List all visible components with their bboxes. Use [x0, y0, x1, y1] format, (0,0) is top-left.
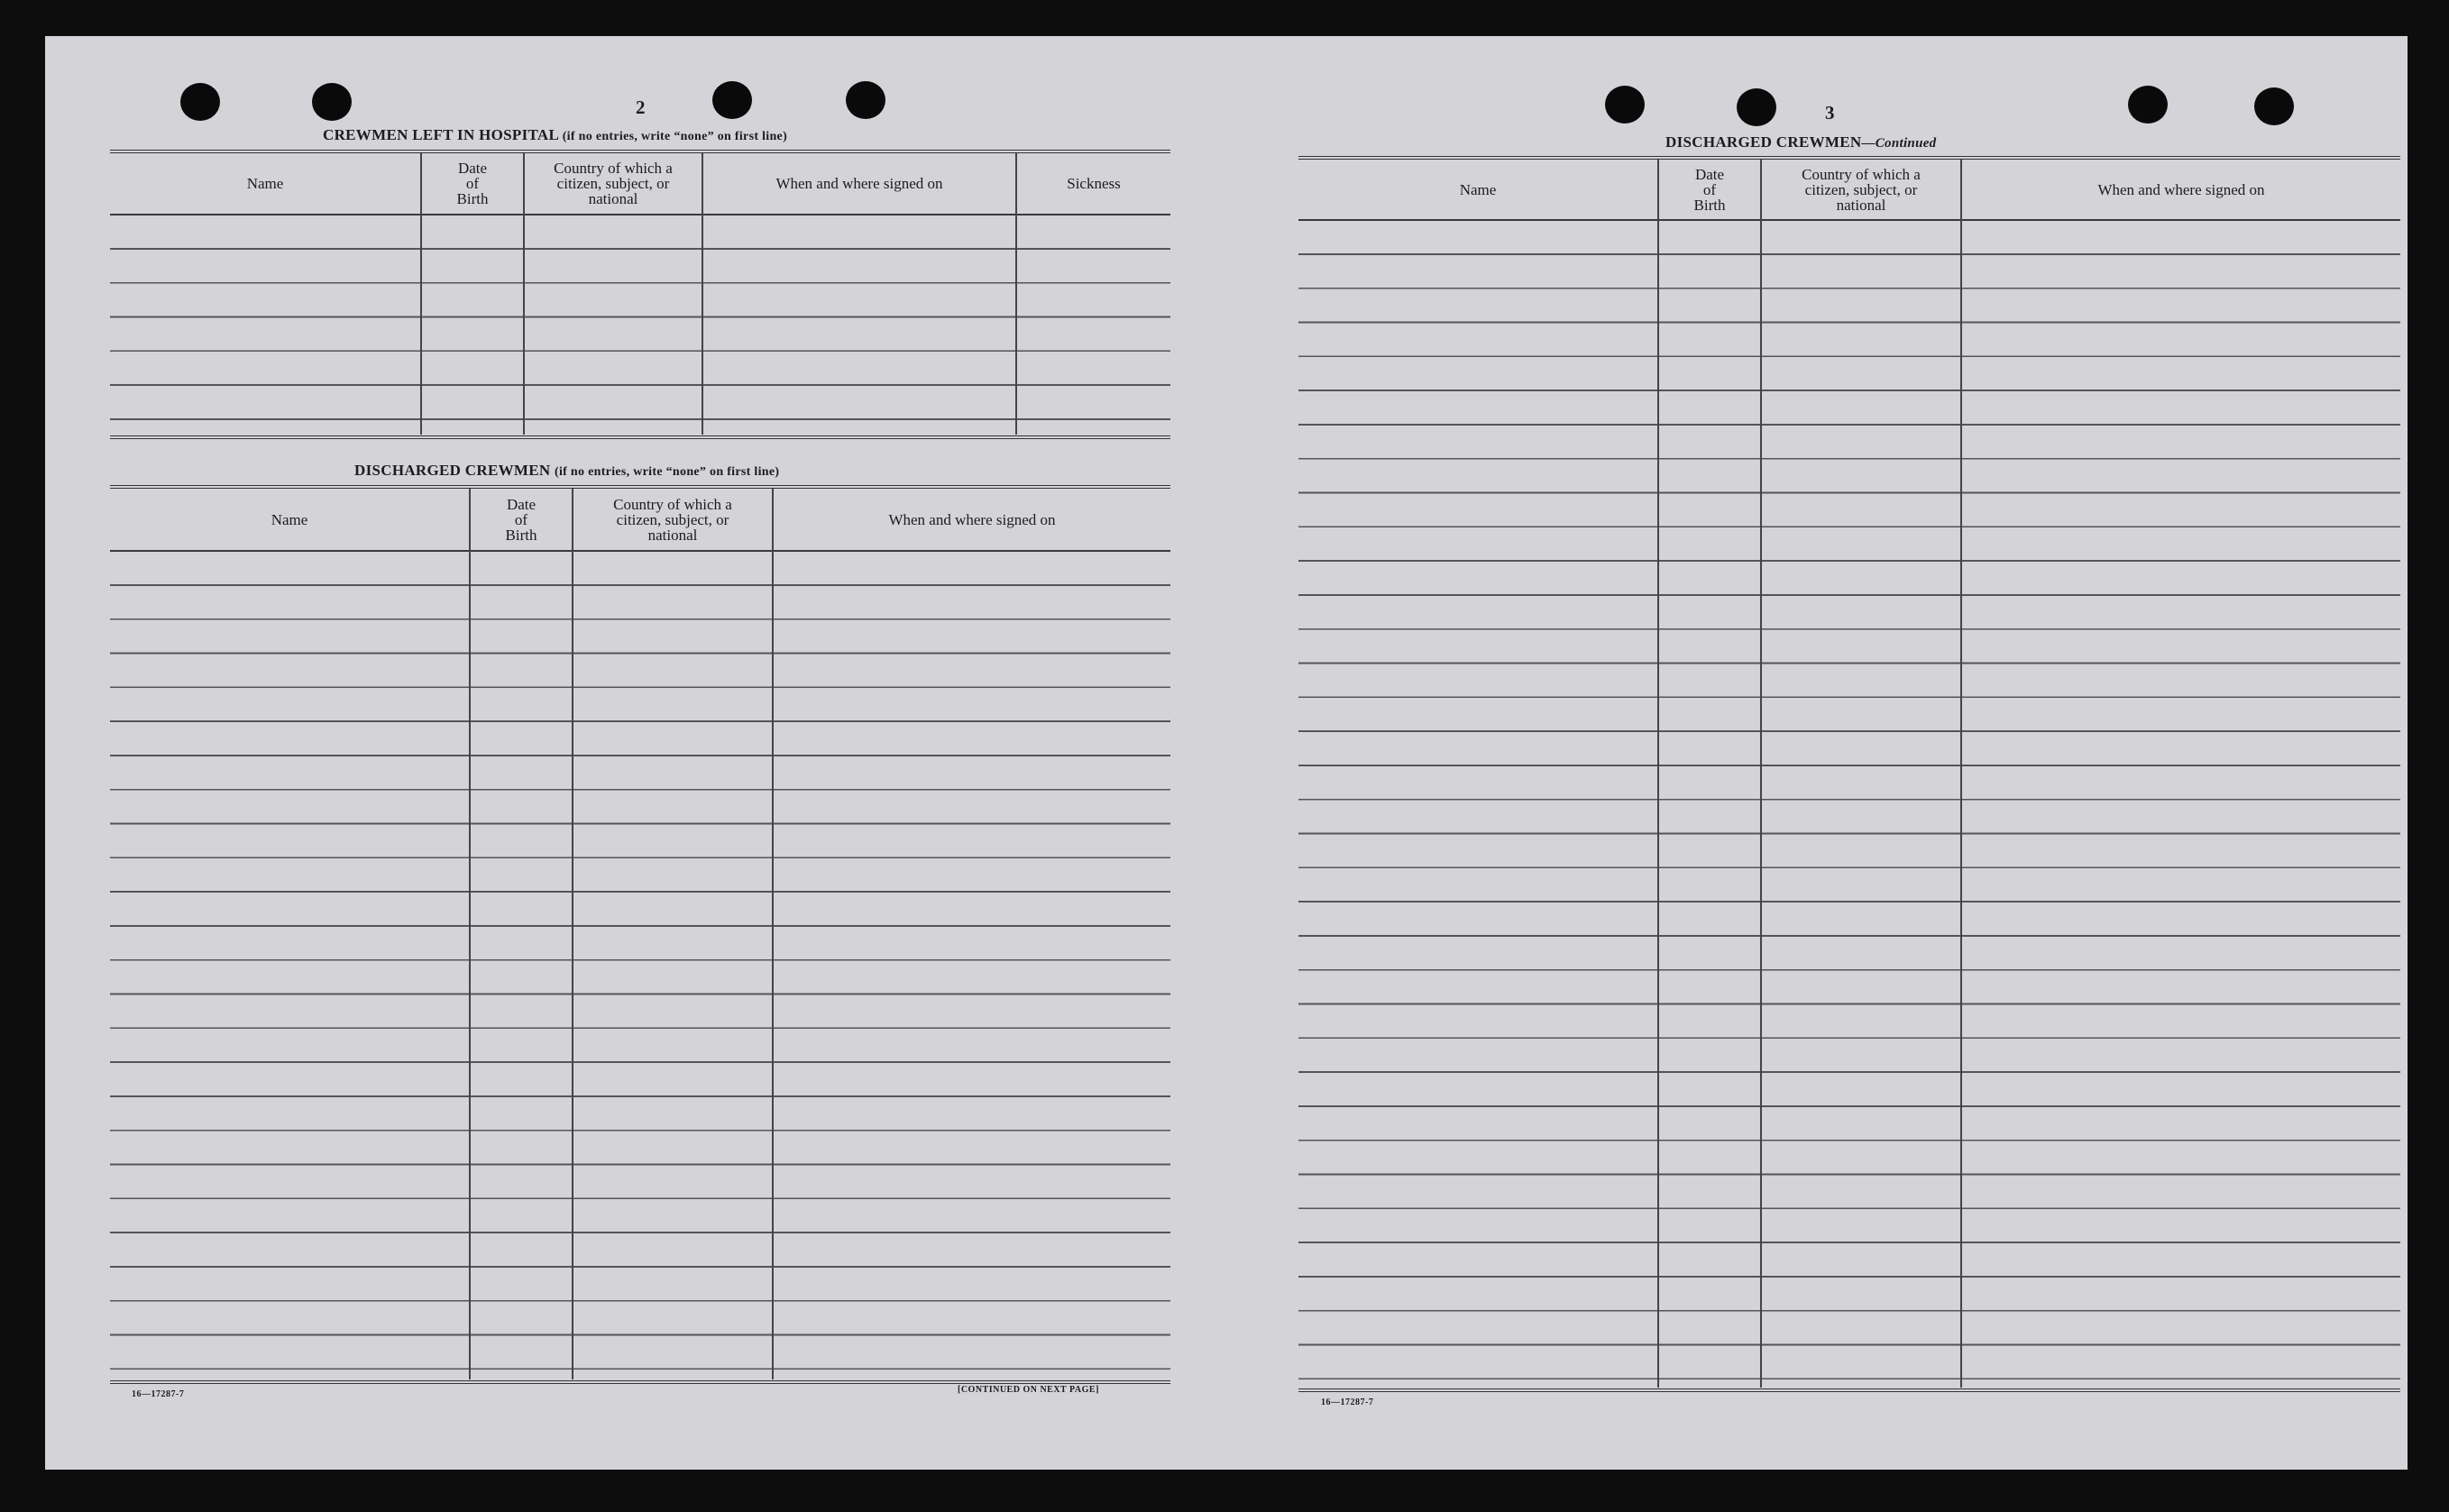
punch-hole — [846, 81, 885, 119]
column-header: Name — [1459, 180, 1497, 198]
continued-label: —Continued — [1861, 136, 1937, 151]
column-divider — [523, 153, 525, 435]
column-header: Name — [271, 510, 308, 528]
column-header: Date of Birth — [1693, 165, 1726, 214]
blank-entry-lines — [110, 552, 1170, 1379]
punch-hole — [180, 83, 220, 121]
column-divider — [1960, 160, 1962, 1388]
punch-hole — [2128, 86, 2168, 124]
column-divider — [469, 489, 471, 1379]
punch-hole — [312, 83, 352, 121]
table-bottom-rule — [110, 435, 1170, 439]
punch-hole — [2254, 87, 2294, 125]
discharged-continued-title — [1665, 133, 1936, 151]
hospital-note: (if no entries, write “none” on first line) — [562, 130, 788, 143]
table-bottom-rule — [110, 1380, 1170, 1384]
discharged-title-text: DISCHARGED CREWMEN — [354, 462, 551, 479]
table-bottom-rule — [1298, 1388, 2400, 1392]
punch-hole — [1605, 86, 1645, 124]
column-header: Country of which a citizen, subject, or national — [554, 160, 673, 207]
column-divider — [1015, 153, 1017, 435]
column-header: Date of Birth — [505, 495, 537, 544]
punch-hole — [712, 81, 752, 119]
column-divider — [702, 153, 703, 435]
column-header: When and where signed on — [2097, 180, 2265, 198]
table-header — [110, 153, 1170, 215]
column-divider — [1657, 160, 1659, 1388]
form-number: 16—17287-7 — [1321, 1397, 1374, 1407]
discharged-table — [110, 485, 1170, 1379]
page-number: 2 — [636, 96, 646, 118]
column-divider — [420, 153, 422, 435]
discharged-continued-table — [1298, 156, 2400, 1388]
hospital-table — [110, 150, 1170, 435]
page-number: 3 — [1825, 102, 1835, 124]
column-header: Sickness — [1067, 175, 1121, 192]
hospital-title-text: CREWMEN LEFT IN HOSPITAL — [323, 126, 559, 143]
continued-note: [CONTINUED ON NEXT PAGE] — [958, 1385, 1099, 1395]
hospital-section-title — [323, 126, 787, 144]
column-divider — [572, 489, 573, 1379]
discharged-note: (if no entries, write “none” on first line) — [555, 465, 780, 479]
column-header: Name — [246, 175, 284, 192]
column-divider — [1760, 160, 1762, 1388]
column-header: When and where signed on — [888, 510, 1056, 528]
form-number: 16—17287-7 — [132, 1389, 185, 1399]
table-header — [1298, 160, 2400, 221]
column-header: Country of which a citizen, subject, or national — [1802, 165, 1921, 214]
table-header — [110, 489, 1170, 552]
blank-entry-lines — [1298, 221, 2400, 1388]
column-header: Country of which a citizen, subject, or national — [613, 495, 732, 544]
document-spread — [45, 36, 2408, 1470]
punch-hole — [1737, 88, 1776, 126]
discharged-continued-title-text: DISCHARGED CREWMEN — [1665, 133, 1862, 151]
column-divider — [772, 489, 774, 1379]
column-header: When and where signed on — [775, 175, 943, 192]
column-header: Date of Birth — [456, 160, 489, 207]
discharged-section-title — [354, 462, 779, 480]
blank-entry-lines — [110, 215, 1170, 435]
